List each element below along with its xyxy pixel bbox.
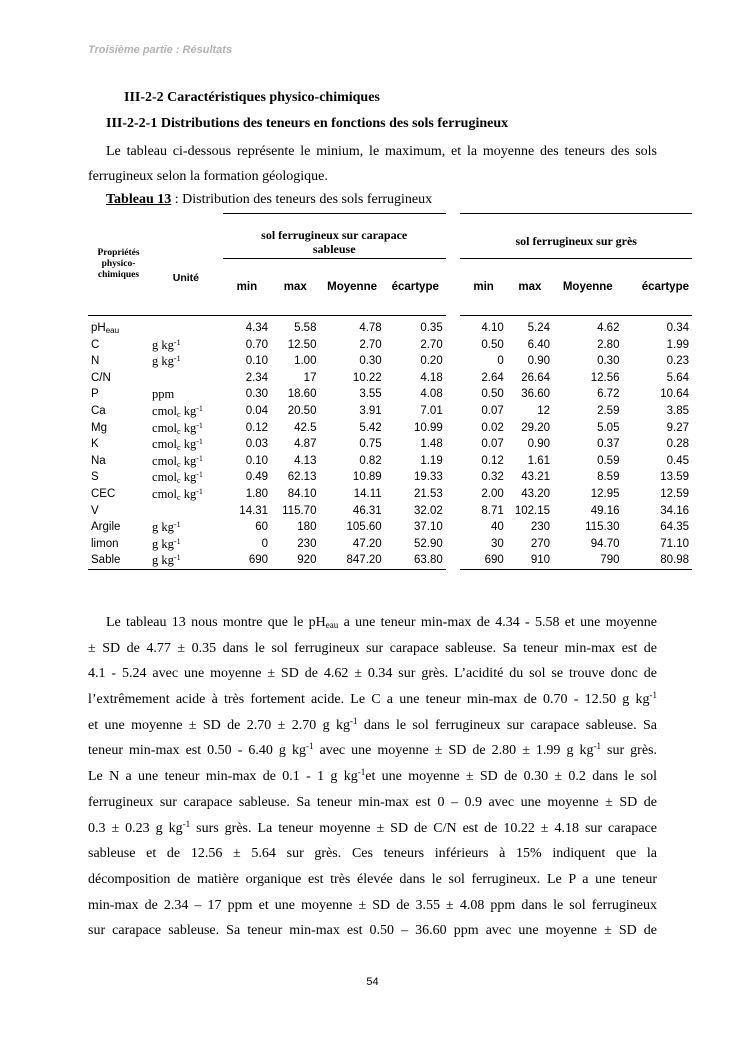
- cell-property: $pH_{eau}$: [91, 322, 120, 335]
- header-group-carapace: sol ferrugineux sur carapace sableuse: [223, 214, 446, 259]
- cell-value: 12: [537, 404, 551, 417]
- header-carapace-max: max: [271, 259, 319, 316]
- cell-value: 4.87: [294, 438, 317, 451]
- cell-value: 10.22: [352, 371, 382, 384]
- body-line: sableuse et de 12.56 ± 5.64 sur grès. Ces teneurs inférieurs à 15% indiquent que la: [88, 846, 657, 862]
- cell-value: 690: [223, 552, 271, 569]
- header-unit: Unité: [149, 214, 223, 316]
- cell-value: 94.70: [590, 537, 620, 550]
- body-line: décomposition de matière organique est très élevée dans le sol ferrugineux. Le P a une teneur: [88, 871, 657, 887]
- table-row: [88, 403, 692, 420]
- distribution-table: [88, 213, 692, 570]
- section-heading: III-2-2 Caractéristiques physico-chimiques: [124, 90, 380, 105]
- cell-property: C/N: [91, 371, 111, 384]
- cell-value: 49.16: [590, 504, 620, 517]
- cell-gap: [446, 370, 461, 387]
- cell-value: 10.64: [660, 388, 689, 401]
- cell-value: 12.95: [590, 487, 620, 500]
- cell-value: 0.30: [359, 355, 382, 368]
- cell-value: 8.59: [597, 471, 620, 484]
- cell-value: 1.19: [420, 454, 443, 467]
- cell-value: 10.99: [413, 421, 443, 434]
- cell-value: 0.10: [245, 454, 269, 467]
- cell-value: 6.40: [527, 338, 551, 351]
- cell-value: 0.35: [420, 322, 443, 334]
- cell-property: limon: [91, 537, 119, 550]
- cell-gap: [446, 353, 461, 370]
- cell-gap: [446, 436, 461, 453]
- cell-value: 1.48: [420, 438, 443, 451]
- header-gap: [446, 214, 461, 259]
- cell-value: 2.64: [481, 371, 504, 384]
- cell-value: 12.56: [590, 371, 620, 384]
- cell-value: 4.18: [420, 371, 443, 384]
- cell-unit: cmol$_c$ $kg^{-1}$: [152, 453, 203, 469]
- cell-value: 2.34: [245, 371, 269, 384]
- cell-value: 10.89: [352, 471, 382, 484]
- cell-value: 0.07: [481, 438, 504, 451]
- cell-value: 4.34: [245, 322, 269, 334]
- page-number: 54: [366, 976, 379, 988]
- table-row: [88, 316, 692, 337]
- cell-value: 29.20: [521, 421, 551, 434]
- cell-value: 1.00: [294, 355, 317, 368]
- cell-value: 0.07: [481, 404, 504, 417]
- cell-unit: [149, 503, 223, 520]
- cell-value: 920: [271, 552, 319, 569]
- cell-value: 0.28: [666, 438, 689, 451]
- header-group-gres: sol ferrugineux sur grès: [460, 214, 692, 259]
- cell-value: 9.27: [666, 421, 689, 434]
- cell-property: Mg: [91, 421, 107, 434]
- cell-unit: g $kg^{-1}$: [152, 337, 181, 352]
- cell-property: Argile: [91, 521, 121, 534]
- header-carapace-moyenne: Moyenne: [319, 259, 384, 316]
- cell-value: 62.13: [287, 471, 317, 484]
- body-paragraph: [88, 610, 657, 944]
- header-gap: [446, 259, 461, 316]
- cell-value: 64.35: [660, 521, 689, 534]
- cell-unit: g $kg^{-1}$: [152, 520, 181, 535]
- cell-gap: [446, 420, 461, 437]
- cell-value: 230: [297, 537, 317, 550]
- cell-value: 34.16: [660, 504, 689, 517]
- cell-unit: g $kg^{-1}$: [152, 536, 181, 551]
- cell-value: 47.20: [352, 537, 382, 550]
- cell-value: 20.50: [287, 404, 317, 417]
- cell-value: 5.24: [527, 322, 551, 334]
- cell-property: P: [91, 388, 99, 401]
- cell-value: 8.71: [481, 504, 504, 517]
- cell-value: 43.20: [521, 487, 551, 500]
- header-carapace-min: min: [223, 259, 271, 316]
- cell-value: 14.11: [353, 487, 382, 500]
- table-caption-text: : Distribution des teneurs des sols ferrugineux: [171, 192, 433, 207]
- cell-value: 7.01: [420, 404, 443, 417]
- cell-unit: [149, 316, 223, 337]
- cell-value: 0.45: [666, 454, 689, 467]
- body-line: min-max de 2.34 – 17 ppm et une moyenne ± SD de 3.55 ± 4.08 ppm dans le sol ferrugineux: [88, 897, 657, 913]
- cell-value: 5.42: [359, 421, 382, 434]
- cell-gap: [446, 316, 461, 337]
- cell-property: Sable: [88, 552, 149, 569]
- cell-property: CEC: [91, 487, 116, 500]
- cell-value: 12.50: [287, 338, 317, 351]
- cell-value: 0.03: [245, 438, 269, 451]
- cell-unit: cmol$_c$ $kg^{-1}$: [152, 420, 203, 436]
- cell-value: 4.10: [481, 322, 504, 334]
- cell-value: 26.64: [521, 371, 551, 384]
- cell-value: 13.59: [660, 471, 689, 484]
- cell-value: 0.50: [481, 388, 504, 401]
- table-row: [88, 519, 692, 536]
- cell-value: 0.49: [245, 471, 269, 484]
- cell-value: 1.80: [245, 487, 269, 500]
- cell-unit: g $kg^{-1}$: [152, 354, 181, 369]
- cell-value: 17: [303, 371, 317, 384]
- body-line: ferrugineux sur carapace sableuse. Sa teneur min-max est 0 – 0.9 avec une moyenne ± SD de: [88, 794, 657, 810]
- cell-value: 2.70: [359, 338, 382, 351]
- cell-value: 115.70: [282, 504, 317, 517]
- cell-gap: [446, 486, 461, 503]
- cell-value: 30: [490, 537, 504, 550]
- cell-value: 2.00: [481, 487, 504, 500]
- cell-value: 84.10: [287, 487, 317, 500]
- cell-unit: g $kg^{-1}$: [149, 552, 223, 569]
- running-head: Troisième partie : Résultats: [88, 44, 233, 56]
- cell-value: 0.12: [481, 454, 504, 467]
- cell-value: 43.21: [521, 471, 551, 484]
- cell-unit: cmol$_c$ $kg^{-1}$: [152, 486, 203, 502]
- cell-value: 71.10: [660, 537, 689, 550]
- cell-value: 80.98: [622, 552, 692, 569]
- cell-property: Na: [91, 454, 106, 467]
- cell-value: 2.80: [597, 338, 620, 351]
- cell-value: 4.62: [597, 322, 620, 334]
- cell-value: 14.31: [239, 504, 269, 517]
- cell-value: 0: [497, 355, 504, 368]
- cell-gap: [446, 337, 461, 354]
- cell-value: 0.04: [245, 404, 269, 417]
- header-gres-max: max: [507, 259, 553, 316]
- body-line: Le N a une teneur min-max de 0.1 - 1 g $kg^{-1}et$ une moyenne ± SD de 0.30 ± 0.2 dans le sol: [88, 767, 657, 785]
- cell-unit: cmol$_c$ $kg^{-1}$: [152, 437, 203, 453]
- cell-value: 0.02: [481, 421, 504, 434]
- cell-value: 6.72: [597, 388, 620, 401]
- cell-value: 52.90: [413, 537, 443, 550]
- cell-value: 0.70: [245, 338, 269, 351]
- cell-value: 37.10: [413, 521, 443, 534]
- cell-property: K: [91, 438, 99, 451]
- cell-unit: ppm: [152, 387, 175, 402]
- cell-value: 2.70: [420, 338, 443, 351]
- cell-value: 0.10: [245, 355, 269, 368]
- cell-value: 0.82: [359, 454, 382, 467]
- cell-value: 60: [255, 521, 269, 534]
- cell-value: 0.59: [597, 454, 620, 467]
- cell-gap: [446, 536, 461, 553]
- cell-value: 42.5: [294, 421, 317, 434]
- cell-value: 105.60: [346, 521, 382, 534]
- table-row: [88, 552, 692, 569]
- cell-unit: cmol$_c$ $kg^{-1}$: [152, 403, 203, 419]
- cell-value: 5.05: [597, 421, 620, 434]
- cell-property: N: [91, 355, 100, 368]
- subsection-heading: III-2-2-1 Distributions des teneurs en fonctions des sols ferrugineux: [106, 116, 509, 131]
- cell-value: 36.60: [521, 388, 551, 401]
- body-line: l’extrêmement acide à très fortement acide. Le C a une teneur min-max de 0.70 - 12.50 g $kg^{-1}$: [88, 690, 657, 708]
- cell-value: 5.58: [294, 322, 317, 334]
- body-line: 4.1 - 5.24 avec une moyenne ± SD de 4.62 ± 0.34 sur grès. L’acidité du sol se trouve donc de: [88, 666, 657, 682]
- cell-gap: [446, 386, 461, 403]
- cell-value: 0: [261, 537, 269, 550]
- cell-value: 115.30: [585, 521, 620, 534]
- table-row: [88, 353, 692, 370]
- table-caption-label: Tableau 13: [106, 192, 172, 207]
- body-line: ± SD de 4.77 ± 0.35 dans le sol ferrugineux sur carapace sableuse. Sa teneur min-max est de: [88, 640, 657, 656]
- cell-value: 18.60: [287, 388, 317, 401]
- body-line: 0.3 ± 0.23 g $kg^{-1}$ surs grès. La teneur moyenne ± SD de C/N est de 10.22 ± 4.18 sur carapace: [88, 818, 657, 836]
- cell-property: Ca: [91, 404, 106, 417]
- intro-paragraph: Le tableau ci-dessous représente le minium, le maximum, et la moyenne des teneurs des sols ferrugineux selon la formation géologique.: [88, 144, 657, 184]
- cell-value: 0.12: [245, 421, 269, 434]
- body-line: teneur min-max est 0.50 - 6.40 g $kg^{-1}$ avec une moyenne ± SD de 2.80 ± 1.99 g $kg^{-1}$ sur grès.: [88, 741, 657, 759]
- cell-value: 4.78: [359, 322, 382, 334]
- cell-value: 790: [553, 552, 622, 569]
- table-caption: [106, 192, 432, 208]
- cell-value: 19.33: [413, 471, 443, 484]
- cell-value: 102.15: [514, 504, 551, 517]
- header-gres-moyenne: Moyenne: [553, 259, 622, 316]
- cell-value: 0.30: [597, 355, 620, 368]
- header-property: Propriétés physico-chimiques: [88, 214, 149, 316]
- cell-value: 230: [530, 521, 551, 534]
- cell-value: 0.23: [666, 355, 689, 368]
- cell-unit: cmol$_c$ $kg^{-1}$: [152, 470, 203, 486]
- cell-value: 4.08: [420, 388, 443, 401]
- cell-value: 0.50: [481, 338, 504, 351]
- header-carapace-cartype: écartype: [385, 259, 446, 316]
- cell-value: 270: [530, 537, 551, 550]
- header-gres-cartype: écartype: [622, 259, 692, 316]
- cell-value: 1.99: [666, 338, 689, 351]
- cell-value: 63.80: [385, 552, 446, 569]
- cell-gap: [446, 469, 461, 486]
- table-row: [88, 486, 692, 503]
- table-row: [88, 536, 692, 553]
- cell-value: 0.30: [245, 388, 269, 401]
- cell-value: 46.31: [352, 504, 382, 517]
- cell-gap: [446, 453, 461, 470]
- cell-value: 0.90: [527, 355, 551, 368]
- cell-value: 3.91: [359, 404, 382, 417]
- table-row: [88, 503, 692, 520]
- cell-property: V: [91, 504, 99, 517]
- body-line: sur carapace sableuse. Sa teneur min-max est 0.50 – 36.60 ppm avec une moyenne ± SD de: [88, 923, 657, 939]
- cell-value: 40: [490, 521, 504, 534]
- cell-value: 180: [297, 521, 317, 534]
- cell-value: 3.85: [666, 404, 689, 417]
- cell-property: S: [91, 471, 99, 484]
- cell-property: C: [91, 338, 100, 351]
- table-row: [88, 370, 692, 387]
- table-row: [88, 420, 692, 437]
- table-row: [88, 337, 692, 354]
- table-row: [88, 453, 692, 470]
- header-gres-min: min: [460, 259, 506, 316]
- cell-unit: [149, 370, 223, 387]
- cell-value: 21.53: [413, 487, 443, 500]
- body-line: Le tableau 13 nous montre que le $pH_{eau}$ a une teneur min-max de 4.34 - 5.58 et une moyenne: [106, 615, 658, 630]
- cell-value: 3.55: [359, 388, 382, 401]
- cell-value: 5.64: [666, 371, 689, 384]
- cell-gap: [446, 503, 461, 520]
- cell-value: 910: [507, 552, 553, 569]
- cell-gap: [446, 519, 461, 536]
- cell-value: 0.37: [597, 438, 620, 451]
- cell-value: 0.34: [666, 322, 689, 334]
- cell-value: 0.20: [420, 355, 443, 368]
- cell-gap: [446, 403, 461, 420]
- table-row: [88, 436, 692, 453]
- cell-value: 0.75: [359, 438, 382, 451]
- cell-value: 1.61: [527, 454, 551, 467]
- cell-gap: [446, 552, 461, 569]
- cell-value: 12.59: [660, 487, 689, 500]
- cell-value: 4.13: [294, 454, 317, 467]
- table-row: [88, 469, 692, 486]
- cell-value: 0.32: [481, 471, 504, 484]
- cell-value: 847.20: [319, 552, 384, 569]
- body-line: et une moyenne ± SD de 2.70 ± 2.70 g $kg^{-1}$ dans le sol ferrugineux sur carapace sableuse. Sa: [88, 715, 657, 733]
- cell-value: 0.90: [527, 438, 551, 451]
- table-row: [88, 386, 692, 403]
- cell-value: 690: [460, 552, 506, 569]
- cell-value: 32.02: [413, 504, 443, 517]
- cell-value: 2.59: [597, 404, 620, 417]
